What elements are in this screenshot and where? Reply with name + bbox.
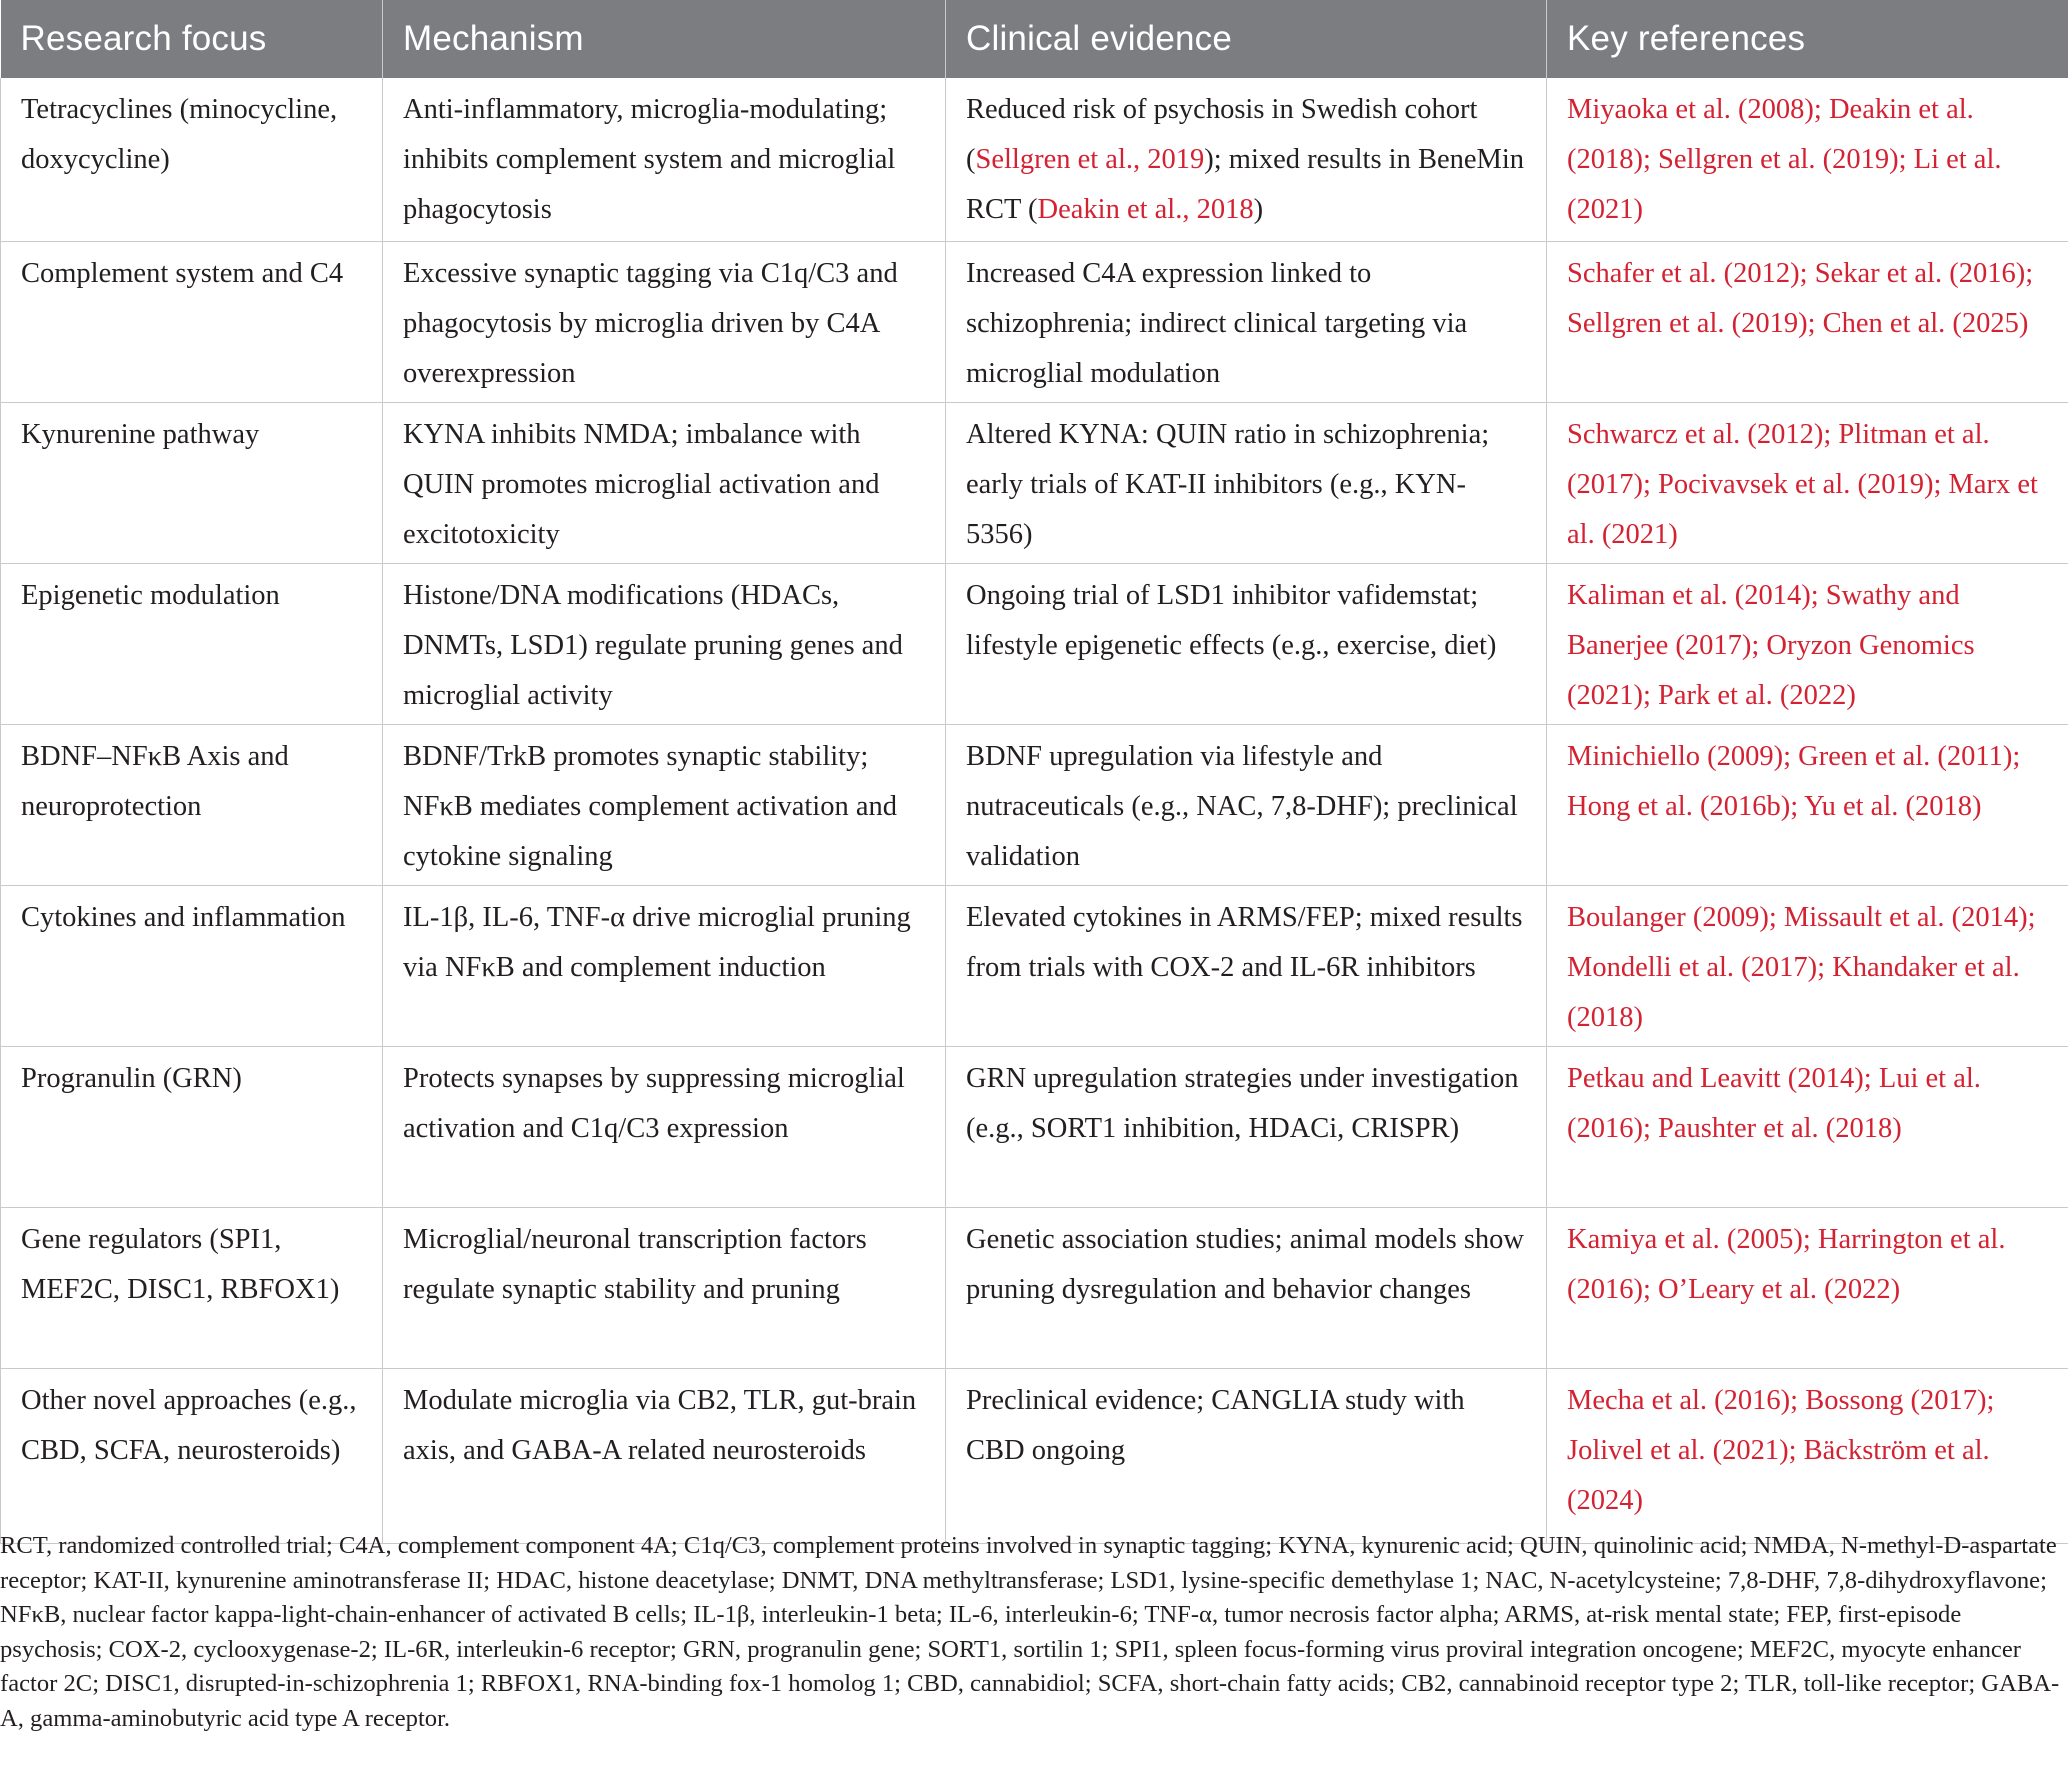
cell-research-focus: Complement system and C4 (1, 241, 383, 402)
cell-key-references[interactable]: Mecha et al. (2016); Bossong (2017); Jolivel et al. (2021); Bäckström et al. (2024) (1547, 1368, 2068, 1543)
table-row (1, 241, 2068, 402)
cell-clinical-evidence: Altered KYNA: QUIN ratio in schizophrenia; early trials of KAT-II inhibitors (e.g., KYN-5356) (946, 402, 1547, 563)
cell-clinical-evidence: Ongoing trial of LSD1 inhibitor vafidemstat; lifestyle epigenetic effects (e.g., exercise, diet) (946, 563, 1547, 724)
table-row (1, 1207, 2068, 1368)
evidence-text: ) (1253, 194, 1264, 225)
cell-mechanism: BDNF/TrkB promotes synaptic stability; NFκB mediates complement activation and cytokine signaling (383, 724, 946, 885)
cell-research-focus: Epigenetic modulation (1, 563, 383, 724)
cell-key-references[interactable]: Schwarcz et al. (2012); Plitman et al. (2017); Pocivavsek et al. (2019); Marx et al. (2021) (1547, 402, 2068, 563)
cell-research-focus: BDNF–NFκB Axis and neuroprotection (1, 724, 383, 885)
cell-mechanism: Protects synapses by suppressing microglial activation and C1q/C3 expression (383, 1046, 946, 1207)
cell-mechanism: Histone/DNA modifications (HDACs, DNMTs, LSD1) regulate pruning genes and microglial activity (383, 563, 946, 724)
citation-link[interactable]: Sellgren et al., 2019 (975, 144, 1205, 175)
cell-key-references[interactable]: Schafer et al. (2012); Sekar et al. (2016); Sellgren et al. (2019); Chen et al. (2025) (1547, 241, 2068, 402)
evidence-text: Reduced risk of psychosis in Swedish cohort ( (966, 94, 1478, 175)
header-research-focus: Research focus (20, 19, 267, 58)
cell-key-references[interactable]: Miyaoka et al. (2008); Deakin et al. (2018); Sellgren et al. (2019); Li et al. (2021) (1547, 78, 2068, 241)
cell-mechanism: KYNA inhibits NMDA; imbalance with QUIN promotes microglial activation and excitotoxicity (383, 402, 946, 563)
cell-research-focus: Cytokines and inflammation (1, 885, 383, 1046)
cell-clinical-evidence: BDNF upregulation via lifestyle and nutraceuticals (e.g., NAC, 7,8-DHF); preclinical validation (946, 724, 1547, 885)
cell-research-focus: Gene regulators (SPI1, MEF2C, DISC1, RBFOX1) (1, 1207, 383, 1368)
evidence-text: ); mixed results in BeneMin RCT ( (966, 144, 1525, 225)
header-clinical-evidence: Clinical evidence (946, 0, 1547, 78)
table-header (1, 0, 2068, 78)
header-key-references: Key references (1547, 0, 2068, 78)
cell-mechanism: Microglial/neuronal transcription factors regulate synaptic stability and pruning (383, 1207, 946, 1368)
table-row (1, 1046, 2068, 1207)
cell-research-focus: Other novel approaches (e.g., CBD, SCFA, neurosteroids) (1, 1368, 383, 1543)
cell-clinical-evidence (946, 78, 1547, 241)
cell-mechanism: Modulate microglia via CB2, TLR, gut-brain axis, and GABA-A related neurosteroids (383, 1368, 946, 1543)
table-row (1, 402, 2068, 563)
table-row (1, 78, 2068, 241)
cell-research-focus: Kynurenine pathway (1, 402, 383, 563)
cell-key-references[interactable]: Minichiello (2009); Green et al. (2011); Hong et al. (2016b); Yu et al. (2018) (1547, 724, 2068, 885)
table-row (1, 563, 2068, 724)
citation-link[interactable]: Deakin et al., 2018 (1037, 194, 1254, 225)
cell-clinical-evidence: Increased C4A expression linked to schizophrenia; indirect clinical targeting via microglial modulation (946, 241, 1547, 402)
table-row (1, 724, 2068, 885)
cell-key-references[interactable]: Kaliman et al. (2014); Swathy and Banerjee (2017); Oryzon Genomics (2021); Park et al. (2022) (1547, 563, 2068, 724)
cell-key-references[interactable]: Petkau and Leavitt (2014); Lui et al. (2016); Paushter et al. (2018) (1547, 1046, 2068, 1207)
cell-key-references[interactable]: Boulanger (2009); Missault et al. (2014); Mondelli et al. (2017); Khandaker et al. (2018) (1547, 885, 2068, 1046)
table-row (1, 885, 2068, 1046)
header-row (1, 0, 2068, 78)
cell-research-focus: Tetracyclines (minocycline, doxycycline) (1, 78, 383, 241)
table-footnote: RCT, randomized controlled trial; C4A, complement component 4A; C1q/C3, complement proteins involved in synaptic tagging; KYNA, kynurenic acid; QUIN, quinolinic acid; NMDA, N-methyl-D-aspartate receptor; KAT-II, kynurenine aminotransferase II; HDAC, histone deacetylase; DNMT, DNA methyltransferase; LSD1, lysine-specific demethylase 1; NAC, N-acetylcysteine; 7,8-DHF, 7,8-dihydroxyflavone; NFκB, nuclear factor kappa-light-chain-enhancer of activated B cells; IL-1β, interleukin-1 beta; IL-6, interleukin-6; TNF-α, tumor necrosis factor alpha; ARMS, at-risk mental state; FEP, first-episode psychosis; COX-2, cyclooxygenase-2; IL-6R, interleukin-6 receptor; GRN, progranulin gene; SORT1, sortilin 1; SPI1, spleen focus-forming virus proviral integration oncogene; MEF2C, myocyte enhancer factor 2C; DISC1, disrupted-in-schizophrenia 1; RBFOX1, RNA-binding fox-1 homolog 1; CBD, cannabidiol; SCFA, short-chain fatty acids; CB2, cannabinoid receptor type 2; TLR, toll-like receptor; GABA-A, gamma-aminobutyric acid type A receptor. (0, 1532, 2060, 1732)
cell-research-focus: Progranulin (GRN) (1, 1046, 383, 1207)
cell-mechanism: Anti-inflammatory, microglia-modulating; inhibits complement system and microglial phagocytosis (383, 78, 946, 241)
cell-key-references[interactable]: Kamiya et al. (2005); Harrington et al. (2016); O’Leary et al. (2022) (1547, 1207, 2068, 1368)
cell-clinical-evidence: Genetic association studies; animal models show pruning dysregulation and behavior changes (946, 1207, 1547, 1368)
cell-mechanism: IL-1β, IL-6, TNF-α drive microglial pruning via NFκB and complement induction (383, 885, 946, 1046)
table-body (1, 78, 2068, 1543)
cell-mechanism: Excessive synaptic tagging via C1q/C3 and phagocytosis by microglia driven by C4A overexpression (383, 241, 946, 402)
cell-clinical-evidence: Preclinical evidence; CANGLIA study with CBD ongoing (946, 1368, 1547, 1543)
cell-clinical-evidence: Elevated cytokines in ARMS/FEP; mixed results from trials with COX-2 and IL-6R inhibitors (946, 885, 1547, 1046)
table-row (1, 1368, 2068, 1543)
header-mechanism: Mechanism (383, 0, 946, 78)
cell-clinical-evidence: GRN upregulation strategies under investigation (e.g., SORT1 inhibition, HDACi, CRISPR) (946, 1046, 1547, 1207)
